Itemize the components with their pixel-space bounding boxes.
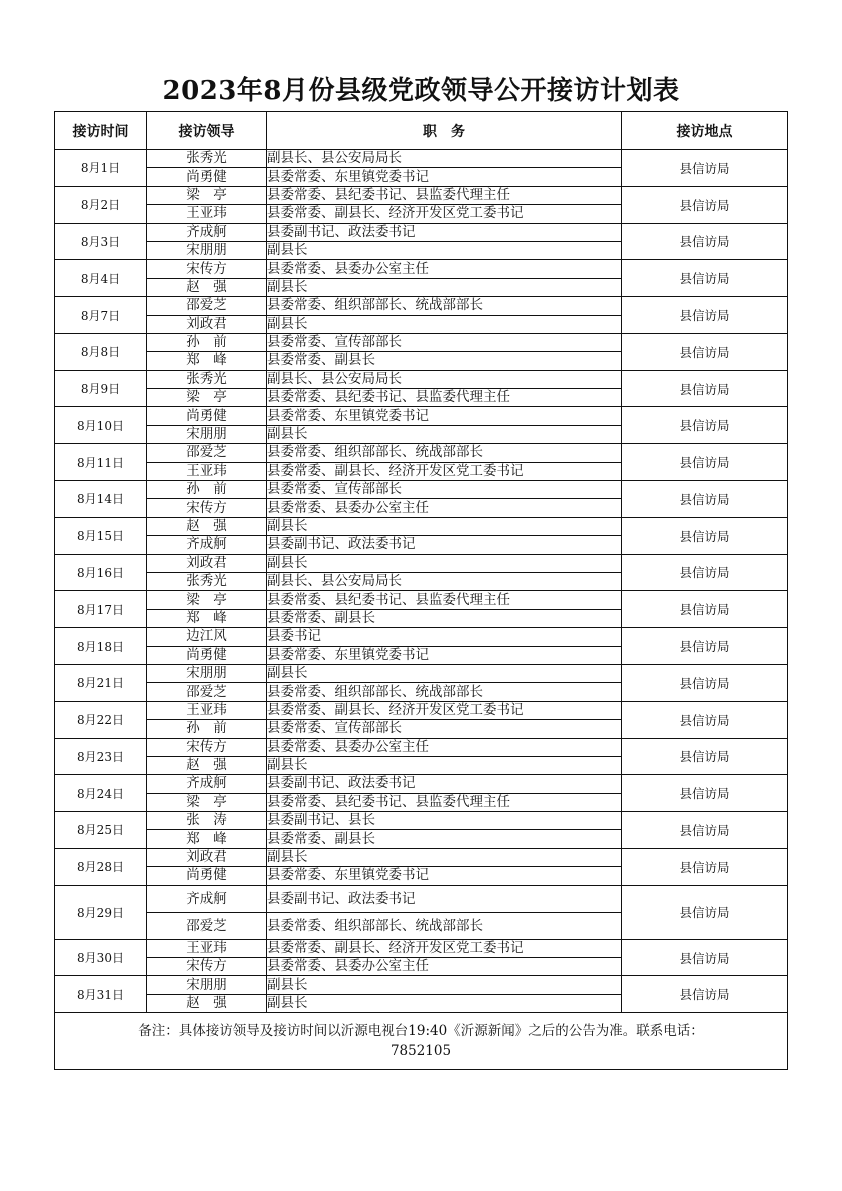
table-row bbox=[55, 444, 788, 462]
leader-name: 齐成舸 bbox=[147, 885, 267, 912]
table-row bbox=[55, 812, 788, 830]
leader-position: 副县长 bbox=[267, 241, 622, 259]
leader-position: 县委常委、县纪委书记、县监委代理主任 bbox=[267, 793, 622, 811]
leader-name: 宋朋朋 bbox=[147, 976, 267, 994]
leader-position: 县委常委、县委办公室主任 bbox=[267, 499, 622, 517]
leader-name: 齐成舸 bbox=[147, 536, 267, 554]
leader-name: 郑 峰 bbox=[147, 352, 267, 370]
leader-name: 王亚玮 bbox=[147, 462, 267, 480]
leader-name: 尚勇健 bbox=[147, 168, 267, 186]
visit-location: 县信访局 bbox=[622, 885, 788, 939]
leader-name: 邵爱芝 bbox=[147, 912, 267, 939]
leader-position: 县委副书记、政法委书记 bbox=[267, 536, 622, 554]
leader-position: 副县长 bbox=[267, 517, 622, 535]
table-row bbox=[55, 481, 788, 499]
leader-name: 齐成舸 bbox=[147, 223, 267, 241]
leader-position: 县委常委、东里镇党委书记 bbox=[267, 646, 622, 664]
visit-location: 县信访局 bbox=[622, 223, 788, 260]
leader-name: 宋朋朋 bbox=[147, 664, 267, 682]
leader-name: 梁 亭 bbox=[147, 389, 267, 407]
header-row bbox=[55, 112, 788, 150]
leader-position: 县委常委、副县长 bbox=[267, 609, 622, 627]
visit-date: 8月18日 bbox=[55, 628, 147, 665]
schedule-table bbox=[54, 111, 788, 1070]
leader-position: 副县长 bbox=[267, 756, 622, 774]
leader-position: 副县长 bbox=[267, 278, 622, 296]
table-row bbox=[55, 848, 788, 866]
visit-location: 县信访局 bbox=[622, 738, 788, 775]
table-row bbox=[55, 775, 788, 793]
leader-position: 县委副书记、县长 bbox=[267, 812, 622, 830]
visit-date: 8月1日 bbox=[55, 150, 147, 187]
note-text: 备注：具体接访领导及接访时间以沂源电视台19:40《沂源新闻》之后的公告为准。联系电话： bbox=[138, 1023, 704, 1040]
leader-name: 张秀光 bbox=[147, 150, 267, 168]
leader-position: 县委常委、县纪委书记、县监委代理主任 bbox=[267, 591, 622, 609]
header-position: 职 务 bbox=[267, 112, 622, 150]
leader-position: 县委书记 bbox=[267, 628, 622, 646]
leader-name: 张秀光 bbox=[147, 572, 267, 590]
leader-name: 邵爱芝 bbox=[147, 297, 267, 315]
visit-location: 县信访局 bbox=[622, 939, 788, 976]
leader-name: 尚勇健 bbox=[147, 646, 267, 664]
leader-position: 县委常委、东里镇党委书记 bbox=[267, 168, 622, 186]
visit-date: 8月28日 bbox=[55, 848, 147, 885]
leader-position: 县委常委、副县长、经济开发区党工委书记 bbox=[267, 939, 622, 957]
visit-date: 8月7日 bbox=[55, 297, 147, 334]
leader-name: 孙 前 bbox=[147, 481, 267, 499]
visit-date: 8月25日 bbox=[55, 812, 147, 849]
visit-location: 县信访局 bbox=[622, 812, 788, 849]
visit-date: 8月29日 bbox=[55, 885, 147, 939]
leader-name: 梁 亭 bbox=[147, 186, 267, 204]
leader-name: 赵 强 bbox=[147, 994, 267, 1012]
leader-name: 郑 峰 bbox=[147, 830, 267, 848]
visit-date: 8月14日 bbox=[55, 481, 147, 518]
leader-position: 县委副书记、政法委书记 bbox=[267, 885, 622, 912]
visit-location: 县信访局 bbox=[622, 260, 788, 297]
visit-location: 县信访局 bbox=[622, 976, 788, 1013]
visit-date: 8月21日 bbox=[55, 664, 147, 701]
table-row bbox=[55, 591, 788, 609]
visit-date: 8月11日 bbox=[55, 444, 147, 481]
leader-position: 副县长 bbox=[267, 848, 622, 866]
table-row bbox=[55, 370, 788, 388]
visit-location: 县信访局 bbox=[622, 186, 788, 223]
leader-name: 王亚玮 bbox=[147, 205, 267, 223]
leader-name: 刘政君 bbox=[147, 315, 267, 333]
visit-date: 8月23日 bbox=[55, 738, 147, 775]
note-phone: 7852105 bbox=[390, 1043, 452, 1060]
leader-position: 县委常委、宣传部部长 bbox=[267, 481, 622, 499]
leader-position: 县委常委、县委办公室主任 bbox=[267, 738, 622, 756]
visit-location: 县信访局 bbox=[622, 297, 788, 334]
leader-name: 张秀光 bbox=[147, 370, 267, 388]
leader-position: 县委常委、副县长 bbox=[267, 830, 622, 848]
leader-name: 刘政君 bbox=[147, 554, 267, 572]
schedule-body bbox=[55, 150, 788, 1013]
note-row bbox=[55, 1013, 788, 1070]
header-leader: 接访领导 bbox=[147, 112, 267, 150]
leader-position: 县委常委、副县长 bbox=[267, 352, 622, 370]
table-row bbox=[55, 554, 788, 572]
leader-name: 赵 强 bbox=[147, 756, 267, 774]
visit-date: 8月4日 bbox=[55, 260, 147, 297]
visit-location: 县信访局 bbox=[622, 333, 788, 370]
visit-date: 8月31日 bbox=[55, 976, 147, 1013]
visit-location: 县信访局 bbox=[622, 848, 788, 885]
visit-location: 县信访局 bbox=[622, 150, 788, 187]
visit-date: 8月2日 bbox=[55, 186, 147, 223]
leader-name: 宋传方 bbox=[147, 958, 267, 976]
leader-name: 宋传方 bbox=[147, 260, 267, 278]
leader-name: 郑 峰 bbox=[147, 609, 267, 627]
visit-date: 8月30日 bbox=[55, 939, 147, 976]
leader-name: 邵爱芝 bbox=[147, 683, 267, 701]
leader-name: 梁 亭 bbox=[147, 793, 267, 811]
leader-name: 王亚玮 bbox=[147, 939, 267, 957]
visit-date: 8月24日 bbox=[55, 775, 147, 812]
table-row bbox=[55, 885, 788, 912]
note-cell bbox=[55, 1013, 788, 1070]
table-row bbox=[55, 517, 788, 535]
leader-position: 县委副书记、政法委书记 bbox=[267, 223, 622, 241]
leader-name: 王亚玮 bbox=[147, 701, 267, 719]
leader-position: 副县长 bbox=[267, 425, 622, 443]
leader-position: 县委常委、组织部部长、统战部部长 bbox=[267, 297, 622, 315]
visit-date: 8月3日 bbox=[55, 223, 147, 260]
leader-position: 县委常委、组织部部长、统战部部长 bbox=[267, 683, 622, 701]
visit-location: 县信访局 bbox=[622, 517, 788, 554]
leader-position: 县委常委、副县长、经济开发区党工委书记 bbox=[267, 701, 622, 719]
leader-position: 县委常委、组织部部长、统战部部长 bbox=[267, 912, 622, 939]
visit-location: 县信访局 bbox=[622, 444, 788, 481]
header-location: 接访地点 bbox=[622, 112, 788, 150]
visit-date: 8月8日 bbox=[55, 333, 147, 370]
leader-name: 赵 强 bbox=[147, 278, 267, 296]
leader-position: 县委常委、宣传部部长 bbox=[267, 333, 622, 351]
leader-position: 县委常委、县委办公室主任 bbox=[267, 958, 622, 976]
leader-position: 副县长 bbox=[267, 315, 622, 333]
table-row bbox=[55, 664, 788, 682]
leader-position: 副县长 bbox=[267, 664, 622, 682]
visit-location: 县信访局 bbox=[622, 370, 788, 407]
leader-position: 县委常委、副县长、经济开发区党工委书记 bbox=[267, 462, 622, 480]
leader-name: 孙 前 bbox=[147, 333, 267, 351]
leader-name: 宋传方 bbox=[147, 738, 267, 756]
leader-position: 县委副书记、政法委书记 bbox=[267, 775, 622, 793]
leader-position: 副县长 bbox=[267, 994, 622, 1012]
leader-name: 齐成舸 bbox=[147, 775, 267, 793]
visit-location: 县信访局 bbox=[622, 775, 788, 812]
visit-location: 县信访局 bbox=[622, 591, 788, 628]
leader-name: 梁 亭 bbox=[147, 591, 267, 609]
leader-position: 县委常委、组织部部长、统战部部长 bbox=[267, 444, 622, 462]
page-title: 2023年8月份县级党政领导公开接访计划表 bbox=[162, 76, 680, 106]
leader-name: 尚勇健 bbox=[147, 867, 267, 885]
visit-date: 8月22日 bbox=[55, 701, 147, 738]
table-row bbox=[55, 628, 788, 646]
visit-location: 县信访局 bbox=[622, 554, 788, 591]
leader-name: 尚勇健 bbox=[147, 407, 267, 425]
visit-location: 县信访局 bbox=[622, 481, 788, 518]
leader-position: 县委常委、东里镇党委书记 bbox=[267, 867, 622, 885]
visit-date: 8月15日 bbox=[55, 517, 147, 554]
table-row bbox=[55, 738, 788, 756]
header-time: 接访时间 bbox=[55, 112, 147, 150]
leader-name: 赵 强 bbox=[147, 517, 267, 535]
table-row bbox=[55, 260, 788, 278]
leader-position: 副县长 bbox=[267, 554, 622, 572]
visit-date: 8月9日 bbox=[55, 370, 147, 407]
visit-location: 县信访局 bbox=[622, 664, 788, 701]
leader-name: 刘政君 bbox=[147, 848, 267, 866]
table-row bbox=[55, 939, 788, 957]
table-row bbox=[55, 297, 788, 315]
table-row bbox=[55, 150, 788, 168]
leader-position: 县委常委、东里镇党委书记 bbox=[267, 407, 622, 425]
leader-position: 县委常委、县纪委书记、县监委代理主任 bbox=[267, 389, 622, 407]
visit-location: 县信访局 bbox=[622, 628, 788, 665]
leader-position: 副县长 bbox=[267, 976, 622, 994]
table-row bbox=[55, 223, 788, 241]
table-row bbox=[55, 407, 788, 425]
leader-name: 宋传方 bbox=[147, 499, 267, 517]
leader-position: 副县长、县公安局局长 bbox=[267, 572, 622, 590]
leader-position: 副县长、县公安局局长 bbox=[267, 150, 622, 168]
leader-name: 张 涛 bbox=[147, 812, 267, 830]
table-row bbox=[55, 976, 788, 994]
leader-position: 县委常委、副县长、经济开发区党工委书记 bbox=[267, 205, 622, 223]
visit-location: 县信访局 bbox=[622, 407, 788, 444]
leader-name: 宋朋朋 bbox=[147, 241, 267, 259]
table-row bbox=[55, 333, 788, 351]
table-row bbox=[55, 186, 788, 204]
leader-name: 宋朋朋 bbox=[147, 425, 267, 443]
leader-position: 县委常委、县委办公室主任 bbox=[267, 260, 622, 278]
leader-name: 邵爱芝 bbox=[147, 444, 267, 462]
visit-location: 县信访局 bbox=[622, 701, 788, 738]
table-row bbox=[55, 701, 788, 719]
leader-name: 边江风 bbox=[147, 628, 267, 646]
leader-position: 县委常委、县纪委书记、县监委代理主任 bbox=[267, 186, 622, 204]
leader-position: 副县长、县公安局局长 bbox=[267, 370, 622, 388]
leader-name: 孙 前 bbox=[147, 720, 267, 738]
visit-date: 8月16日 bbox=[55, 554, 147, 591]
visit-date: 8月10日 bbox=[55, 407, 147, 444]
leader-position: 县委常委、宣传部部长 bbox=[267, 720, 622, 738]
visit-date: 8月17日 bbox=[55, 591, 147, 628]
